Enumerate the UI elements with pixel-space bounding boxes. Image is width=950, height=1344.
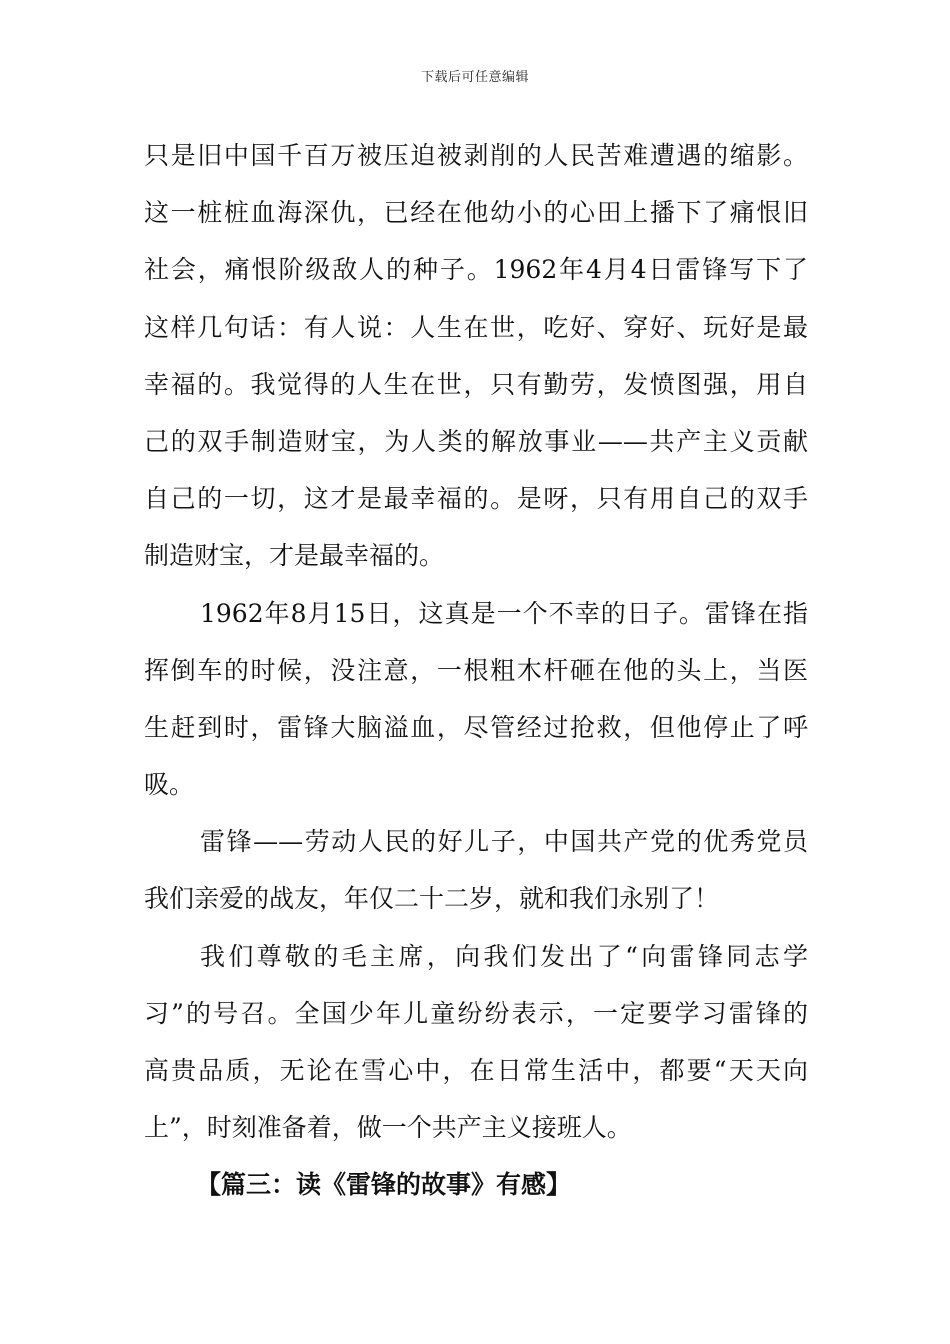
header-note: 下载后可任意编辑 — [420, 70, 529, 85]
text-line: 制造财宝，才是最幸福的。 — [144, 541, 445, 571]
text-line: 吸。 — [144, 770, 195, 800]
text-line: 社会，痛恨阶级敌人的种子。1962年4月4日雷锋写下了 — [144, 255, 808, 285]
text-line: 上”，时刻准备着，做一个共产主义接班人。 — [144, 1113, 632, 1143]
text-line: 生赶到时，雷锋大脑溢血，尽管经过抢救，但他停止了呼 — [144, 712, 808, 742]
text-line: 高贵品质，无论在雪心中，在日常生活中，都要“天天向 — [144, 1056, 808, 1085]
text-line: 这一桩桩血海深仇，已经在他幼小的心田上播下了痛恨旧 — [144, 198, 808, 228]
paragraph-first-line: 我们尊敬的毛主席，向我们发出了“向雷锋同志学 — [200, 941, 808, 971]
text-line: 我们亲爱的战友，年仅二十二岁，就和我们永别了！ — [144, 884, 720, 914]
text-line: 只是旧中国千百万被压迫被剥削的人民苦难遭遇的缩影。 — [144, 141, 808, 170]
text-line: 习”的号召。全国少年儿童纷纷表示，一定要学习雷锋的 — [144, 998, 808, 1028]
text-line: 自己的一切，这才是最幸福的。是呀，只有用自己的双手 — [144, 484, 808, 514]
text-line: 这样几句话：有人说：人生在世，吃好、穿好、玩好是最 — [144, 312, 808, 342]
text-line: 幸福的。我觉得的人生在世，只有勤劳，发愤图强，用自 — [144, 369, 808, 399]
paragraph-first-line: 雷锋——劳动人民的好儿子，中国共产党的优秀党员 — [200, 827, 808, 857]
paragraph-first-line: 1962年8月15日，这真是一个不幸的日子。雷锋在指 — [200, 598, 808, 628]
text-line: 挥倒车的时候，没注意，一根粗木杆砸在他的头上，当医 — [144, 655, 808, 685]
body-text — [144, 127, 808, 1214]
text-line: 己的双手制造财宝，为人类的解放事业——共产主义贡献 — [144, 426, 808, 456]
section-heading: 【篇三：读《雷锋的故事》有感】 — [196, 1170, 572, 1200]
